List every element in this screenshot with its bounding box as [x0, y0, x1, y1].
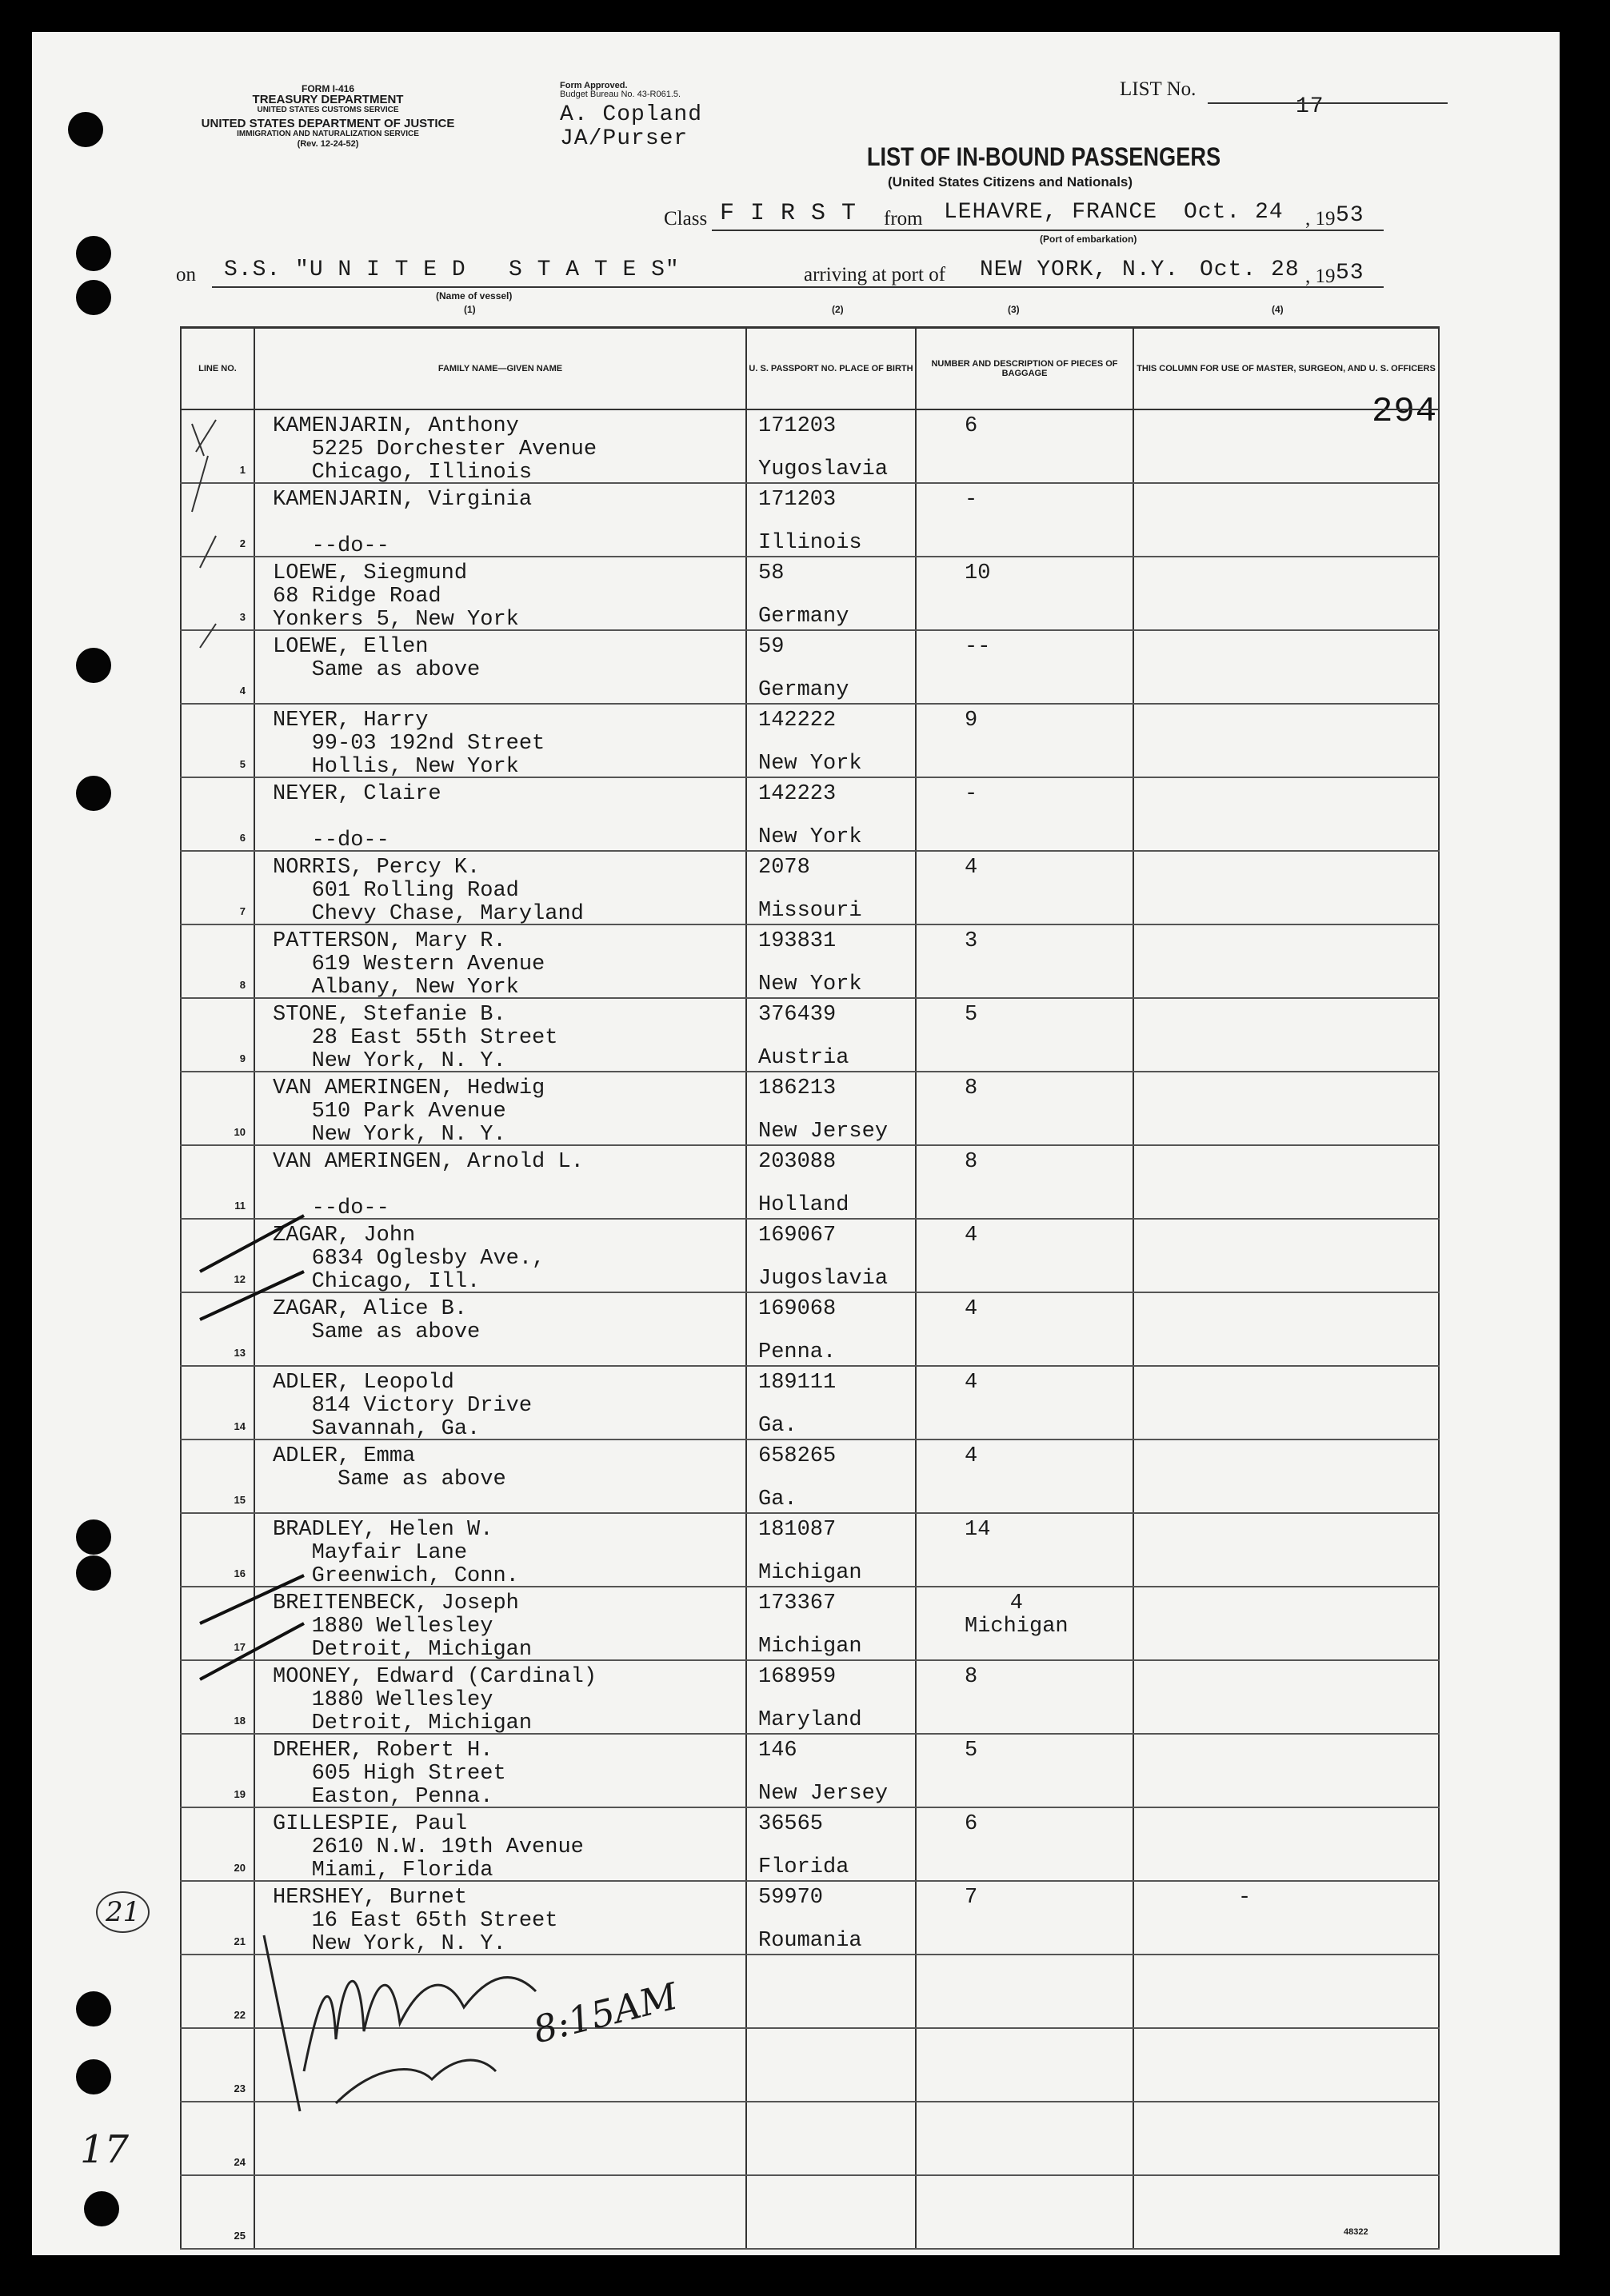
list-no-underline	[1208, 102, 1448, 104]
place-of-birth: Ga.	[758, 1414, 797, 1438]
baggage-cell	[916, 1072, 1133, 1145]
passport-number: 171203	[758, 414, 837, 438]
vessel-underline	[212, 286, 1384, 288]
line-number: 6	[239, 832, 246, 844]
passport-number: 59970	[758, 1886, 824, 1910]
list-no-label: LIST No.	[1120, 78, 1197, 100]
table-row	[181, 1807, 1439, 1881]
punch-hole	[76, 236, 111, 271]
passport-number: 146	[758, 1739, 797, 1763]
passport-number: 171203	[758, 488, 837, 512]
ins-service: IMMIGRATION AND NATURALIZATION SERVICE	[237, 130, 419, 138]
passport-birth-cell	[746, 2028, 916, 2102]
place-of-birth: New York	[758, 972, 862, 996]
baggage-count: 8	[965, 1665, 978, 1689]
baggage-count: 5	[965, 1739, 978, 1763]
passenger-name-address: VAN AMERINGEN, Arnold L. --do--	[273, 1150, 584, 1220]
name-address-cell	[254, 1734, 746, 1807]
punch-hole	[76, 1519, 111, 1555]
passport-birth-cell	[746, 1807, 916, 1881]
list-no-value: 17	[1296, 94, 1324, 119]
passport-number: 658265	[758, 1444, 837, 1468]
baggage-cell	[916, 2028, 1133, 2102]
baggage-cell	[916, 1881, 1133, 1955]
officer-use-cell	[1133, 557, 1439, 630]
passport-birth-cell	[746, 1439, 916, 1513]
officer-use-cell	[1133, 1955, 1439, 2028]
passport-number: 59	[758, 635, 785, 659]
form-code: 48322	[1344, 2227, 1368, 2237]
passport-birth-cell	[746, 1072, 916, 1145]
passport-number: 2078	[758, 856, 810, 880]
line-number: 9	[239, 1052, 246, 1064]
purser-text: JA/Purser	[560, 126, 689, 151]
baggage-cell	[916, 483, 1133, 557]
place-of-birth: Holland	[758, 1193, 849, 1217]
justice-dept: UNITED STATES DEPARTMENT OF JUSTICE	[201, 117, 455, 130]
margin-note-17: 17	[80, 2127, 130, 2172]
officer-use-cell	[1133, 409, 1439, 483]
officer-use-cell	[1133, 1881, 1439, 1955]
passport-birth-cell	[746, 704, 916, 777]
col-header-passport: U. S. PASSPORT NO. PLACE OF BIRTH	[746, 328, 916, 410]
passport-number: 186213	[758, 1076, 837, 1100]
officer-use-cell	[1133, 2028, 1439, 2102]
passport-number: 376439	[758, 1003, 837, 1027]
budget-bureau: Budget Bureau No. 43-R061.5.	[560, 90, 681, 99]
place-of-birth: Michigan	[758, 1561, 862, 1585]
officer-use-cell	[1133, 1145, 1439, 1219]
baggage-cell	[916, 1513, 1133, 1587]
class-value: F I R S T	[720, 200, 857, 227]
line-number: 10	[234, 1126, 246, 1138]
col-num-3: (3)	[1008, 304, 1020, 315]
passport-birth-cell	[746, 1587, 916, 1660]
passport-birth-cell	[746, 2102, 916, 2175]
passport-birth-cell	[746, 777, 916, 851]
place-of-birth: New York	[758, 825, 862, 849]
passenger-name-address: HERSHEY, Burnet 16 East 65th Street New York, N. Y.	[273, 1886, 558, 1956]
vessel-name: S.S. "U N I T E D S T A T E S"	[224, 258, 680, 282]
arrival-date: Oct. 28	[1200, 258, 1300, 282]
baggage-count: 6	[965, 1812, 978, 1836]
from-year: 53	[1336, 203, 1364, 228]
approval-block	[560, 82, 681, 99]
line-number: 3	[239, 611, 246, 623]
passenger-name-address: STONE, Stefanie B. 28 East 55th Street New York, N. Y.	[273, 1003, 558, 1073]
passport-birth-cell	[746, 1145, 916, 1219]
place-of-birth: New York	[758, 752, 862, 776]
passport-number: 193831	[758, 929, 837, 953]
line-number: 18	[234, 1715, 246, 1727]
form-revision: (Rev. 12-24-52)	[297, 139, 359, 149]
check-marks	[184, 408, 384, 1727]
form-approved: Form Approved.	[560, 81, 628, 90]
passenger-name-address: ADLER, Leopold 814 Victory Drive Savannah, Ga.	[273, 1371, 533, 1441]
passport-birth-cell	[746, 998, 916, 1072]
from-date: Oct. 24	[1184, 200, 1284, 225]
baggage-count: 4	[965, 856, 978, 880]
baggage-cell	[916, 1219, 1133, 1292]
passport-birth-cell	[746, 2175, 916, 2249]
passport-number: 173367	[758, 1591, 837, 1615]
punch-hole	[76, 2059, 111, 2094]
baggage-cell	[916, 1807, 1133, 1881]
officer-use-cell	[1133, 1807, 1439, 1881]
passenger-name-address: PATTERSON, Mary R. 619 Western Avenue Albany, New York	[273, 929, 545, 1000]
passport-number: 181087	[758, 1518, 837, 1542]
from-port: LEHAVRE, FRANCE	[944, 200, 1158, 225]
line-number: 17	[234, 1641, 246, 1653]
passport-birth-cell	[746, 1366, 916, 1439]
passport-birth-cell	[746, 1219, 916, 1292]
form-number: FORM I-416	[301, 83, 354, 94]
baggage-cell	[916, 924, 1133, 998]
officer-use-cell	[1133, 1513, 1439, 1587]
punch-hole	[76, 1555, 111, 1591]
line-number: 21	[234, 1935, 246, 1947]
line-number: 15	[234, 1494, 246, 1506]
table-row	[181, 2175, 1439, 2249]
officer-use-cell	[1133, 1439, 1439, 1513]
baggage-cell	[916, 1145, 1133, 1219]
baggage-count: 6	[965, 414, 978, 438]
officer-use-cell	[1133, 924, 1439, 998]
baggage-count: -	[965, 782, 978, 806]
passport-birth-cell	[746, 851, 916, 924]
baggage-cell	[916, 2102, 1133, 2175]
baggage-cell	[916, 1734, 1133, 1807]
baggage-cell	[916, 2175, 1133, 2249]
line-number: 11	[234, 1200, 246, 1212]
passport-number: 142222	[758, 709, 837, 733]
place-of-birth: New Jersey	[758, 1120, 889, 1144]
page-title: LIST OF IN-BOUND PASSENGERS	[866, 142, 1221, 171]
col-header-baggage: NUMBER AND DESCRIPTION OF PIECES OF BAGGAGE	[916, 328, 1133, 410]
line-number-cell	[181, 2175, 254, 2249]
passport-number: 189111	[758, 1371, 837, 1395]
passenger-name-address: KAMENJARIN, Anthony 5225 Dorchester Avenue Chicago, Illinois	[273, 414, 597, 485]
line-number: 13	[234, 1347, 246, 1359]
passenger-name-address: LOEWE, Siegmund 68 Ridge Road Yonkers 5, New York	[273, 561, 519, 632]
place-of-birth: Yugoslavia	[758, 457, 889, 481]
officer-use-cell	[1133, 998, 1439, 1072]
passenger-name-address: KAMENJARIN, Virginia --do--	[273, 488, 533, 558]
passport-number: 58	[758, 561, 785, 585]
officer-note: -	[1238, 1886, 1252, 1910]
place-of-birth: Jugoslavia	[758, 1267, 889, 1291]
from-underline	[712, 230, 1384, 231]
place-of-birth: Austria	[758, 1046, 849, 1070]
punch-hole	[84, 2191, 119, 2226]
line-number: 19	[234, 1788, 246, 1800]
customs-service: UNITED STATES CUSTOMS SERVICE	[257, 106, 399, 114]
line-number-cell	[181, 1807, 254, 1881]
baggage-count: 5	[965, 1003, 978, 1027]
baggage-cell	[916, 557, 1133, 630]
col-num-2: (2)	[832, 304, 844, 315]
officer-use-cell	[1133, 1219, 1439, 1292]
vessel-caption: (Name of vessel)	[436, 290, 513, 301]
baggage-cell	[916, 851, 1133, 924]
place-of-birth: Penna.	[758, 1340, 837, 1364]
arrival-port: NEW YORK, N.Y.	[980, 258, 1180, 282]
line-number: 16	[234, 1567, 246, 1579]
line-number-cell	[181, 1734, 254, 1807]
baggage-cell	[916, 1366, 1133, 1439]
arrival-year-prefix: , 19	[1305, 266, 1336, 287]
passport-number: 168959	[758, 1665, 837, 1689]
line-number: 5	[239, 758, 246, 770]
passport-number: 169068	[758, 1297, 837, 1321]
baggage-cell	[916, 1292, 1133, 1366]
baggage-count: 8	[965, 1150, 978, 1174]
col-header-name: FAMILY NAME—GIVEN NAME	[254, 328, 746, 410]
punch-hole	[76, 648, 111, 683]
baggage-count: 4	[965, 1371, 978, 1395]
punch-hole	[76, 280, 111, 315]
passport-number: 203088	[758, 1150, 837, 1174]
passport-birth-cell	[746, 924, 916, 998]
col-num-4: (4)	[1272, 304, 1284, 315]
passport-birth-cell	[746, 1734, 916, 1807]
line-number: 24	[234, 2156, 246, 2168]
place-of-birth: Florida	[758, 1855, 849, 1879]
passport-birth-cell	[746, 1955, 916, 2028]
table-row	[181, 1734, 1439, 1807]
from-label: from	[884, 208, 923, 230]
col-header-line: LINE NO.	[181, 328, 254, 410]
officer-use-cell	[1133, 851, 1439, 924]
page-stamp: 294	[1372, 392, 1438, 432]
line-number: 8	[239, 979, 246, 991]
passport-number: 142223	[758, 782, 837, 806]
passenger-name-address: ZAGAR, John 6834 Oglesby Ave., Chicago, Ill.	[273, 1224, 545, 1294]
place-of-birth: Roumania	[758, 1929, 862, 1953]
copland-text: A. Copland	[560, 102, 703, 127]
passenger-name-address: DREHER, Robert H. 605 High Street Easton, Penna.	[273, 1739, 506, 1809]
baggage-cell	[916, 777, 1133, 851]
punch-hole	[68, 112, 103, 147]
page-subtitle: (United States Citizens and Nationals)	[888, 174, 1133, 190]
baggage-count: 10	[965, 561, 991, 585]
place-of-birth: Maryland	[758, 1708, 862, 1732]
place-of-birth: Germany	[758, 605, 849, 629]
passport-number: 169067	[758, 1224, 837, 1248]
punch-hole	[76, 776, 111, 811]
baggage-cell	[916, 630, 1133, 704]
line-number: 1	[239, 464, 246, 476]
passenger-name-address: NEYER, Harry 99-03 192nd Street Hollis, New York	[273, 709, 545, 779]
baggage-cell	[916, 1660, 1133, 1734]
baggage-count: 4	[965, 1297, 978, 1321]
line-number: 12	[234, 1273, 246, 1285]
passenger-name-address: ZAGAR, Alice B. Same as above	[273, 1297, 481, 1344]
form-authority-block	[176, 84, 480, 150]
line-number: 25	[234, 2230, 246, 2242]
passport-birth-cell	[746, 1660, 916, 1734]
manifest-page	[32, 32, 1560, 2255]
baggage-count: 8	[965, 1076, 978, 1100]
officer-use-cell	[1133, 2102, 1439, 2175]
margin-note-21: 21	[96, 1891, 150, 1933]
name-address-cell	[254, 1807, 746, 1881]
passport-birth-cell	[746, 1292, 916, 1366]
officer-use-cell	[1133, 1366, 1439, 1439]
passenger-name-address: GILLESPIE, Paul 2610 N.W. 19th Avenue Miami, Florida	[273, 1812, 584, 1883]
passport-birth-cell	[746, 483, 916, 557]
place-of-birth: Ga.	[758, 1487, 797, 1511]
baggage-count: 4	[965, 1444, 978, 1468]
passport-birth-cell	[746, 1513, 916, 1587]
baggage-cell	[916, 998, 1133, 1072]
line-number: 7	[239, 905, 246, 917]
officer-use-cell	[1133, 1734, 1439, 1807]
passport-number: 36565	[758, 1812, 824, 1836]
baggage-cell	[916, 1955, 1133, 2028]
baggage-cell	[916, 1439, 1133, 1513]
passport-birth-cell	[746, 409, 916, 483]
passenger-name-address: NORRIS, Percy K. 601 Rolling Road Chevy Chase, Maryland	[273, 856, 584, 926]
officer-use-cell	[1133, 1660, 1439, 1734]
line-number: 20	[234, 1862, 246, 1874]
place-of-birth: Germany	[758, 678, 849, 702]
officer-use-cell	[1133, 2175, 1439, 2249]
passenger-name-address: NEYER, Claire --do--	[273, 782, 441, 853]
passenger-name-address: LOEWE, Ellen Same as above	[273, 635, 481, 682]
place-of-birth: Illinois	[758, 531, 862, 555]
punch-hole	[76, 1991, 111, 2026]
officer-use-cell	[1133, 1587, 1439, 1660]
baggage-cell	[916, 409, 1133, 483]
officer-use-cell	[1133, 1072, 1439, 1145]
treasury-dept: TREASURY DEPARTMENT	[252, 93, 404, 106]
col-header-officers: THIS COLUMN FOR USE OF MASTER, SURGEON, AND U. S. OFFICERS	[1133, 328, 1439, 410]
line-number: 4	[239, 685, 246, 697]
officer-use-cell	[1133, 483, 1439, 557]
line-number: 14	[234, 1420, 246, 1432]
port-embark-caption: (Port of embarkation)	[1040, 234, 1137, 245]
class-label: Class	[664, 208, 708, 230]
officer-use-cell	[1133, 630, 1439, 704]
baggage-count: --	[965, 635, 991, 659]
place-of-birth: Missouri	[758, 899, 862, 923]
passenger-name-address: BREITENBECK, Joseph 1880 Wellesley Detroit, Michigan	[273, 1591, 533, 1662]
passenger-name-address: ADLER, Emma Same as above	[273, 1444, 506, 1491]
officer-use-cell	[1133, 1292, 1439, 1366]
passport-birth-cell	[746, 630, 916, 704]
passenger-name-address: BRADLEY, Helen W. Mayfair Lane Greenwich, Conn.	[273, 1518, 519, 1588]
signature-scrawl	[232, 1919, 712, 2127]
col-num-1: (1)	[464, 304, 476, 315]
name-address-cell	[254, 2175, 746, 2249]
signature-time: 8:15AM	[529, 1974, 682, 2052]
baggage-count: 4 Michigan	[965, 1591, 1069, 1639]
baggage-count: -	[965, 488, 978, 512]
officer-use-cell	[1133, 704, 1439, 777]
baggage-count: 14	[965, 1518, 991, 1542]
line-number: 23	[234, 2082, 246, 2094]
place-of-birth: Michigan	[758, 1635, 862, 1659]
on-label: on	[176, 264, 196, 286]
passenger-name-address: MOONEY, Edward (Cardinal) 1880 Wellesley Detroit, Michigan	[273, 1665, 597, 1735]
from-year-prefix: , 19	[1305, 208, 1336, 230]
passenger-name-address: VAN AMERINGEN, Hedwig 510 Park Avenue New York, N. Y.	[273, 1076, 545, 1147]
officer-use-cell	[1133, 777, 1439, 851]
baggage-cell	[916, 704, 1133, 777]
arriving-label: arriving at port of	[804, 264, 946, 286]
baggage-count: 7	[965, 1886, 978, 1910]
line-number: 2	[239, 537, 246, 549]
line-number: 22	[234, 2009, 246, 2021]
passport-birth-cell	[746, 1881, 916, 1955]
baggage-count: 3	[965, 929, 978, 953]
arrival-year: 53	[1336, 261, 1364, 286]
passport-birth-cell	[746, 557, 916, 630]
baggage-count: 9	[965, 709, 978, 733]
baggage-count: 4	[965, 1224, 978, 1248]
place-of-birth: New Jersey	[758, 1782, 889, 1806]
baggage-cell	[916, 1587, 1133, 1660]
